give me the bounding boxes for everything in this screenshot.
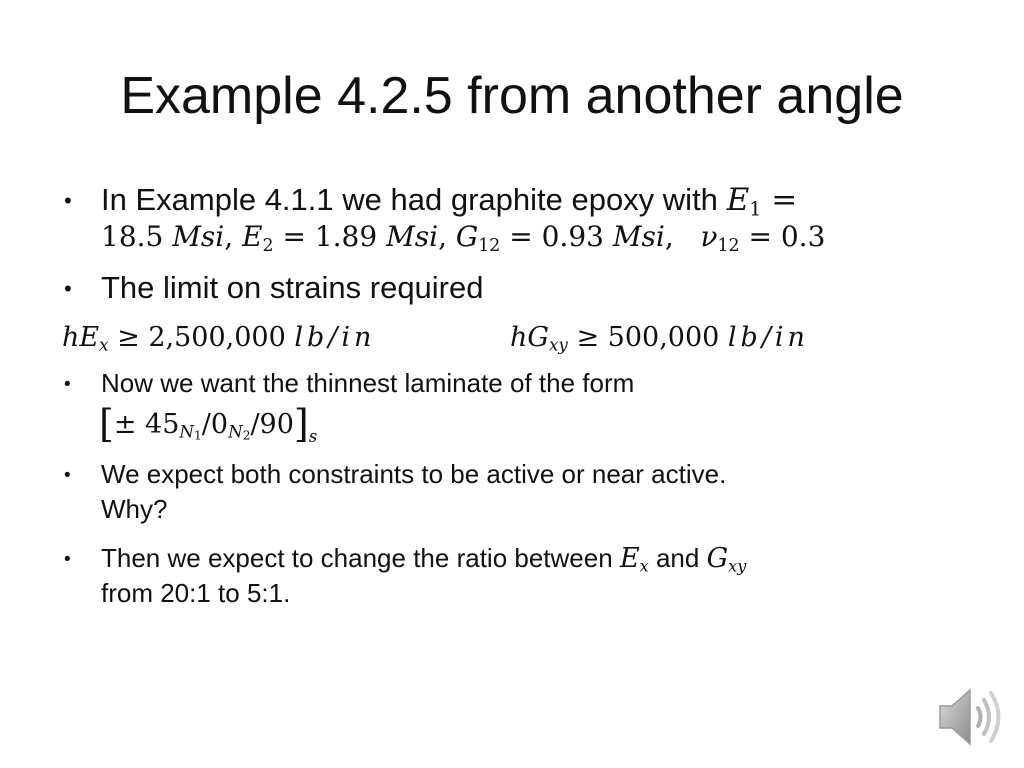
bullet1-line2	[101, 220, 826, 256]
math-Gxy-sub: xy	[728, 556, 747, 576]
constraint-line	[62, 322, 375, 353]
math-comma1: ,	[224, 220, 234, 253]
math-N1-sub: 1	[194, 428, 202, 443]
math-eq3: = 0.93	[500, 220, 613, 253]
math-nu12-sub: 12	[717, 235, 740, 256]
bullet5-line1	[101, 543, 746, 574]
math-N2-sub: 2	[242, 428, 251, 443]
math-N1: N	[179, 421, 195, 442]
bullet4-line1: We expect both constraints to be active or near active.	[101, 459, 727, 489]
math-Gxy: G	[706, 543, 729, 574]
bullet5-and: and	[655, 543, 700, 573]
math-s-sub: s	[308, 426, 318, 447]
math-ge2: ≥ 500,000	[567, 322, 728, 353]
bullet-dot: •	[64, 374, 71, 395]
bullet5-line2: from 20:1 to 5:1.	[101, 578, 291, 608]
math-comma3: ,	[664, 220, 674, 253]
math-slash0: /0	[201, 409, 229, 440]
bullet3-text: Now we want the thinnest laminate of the form	[101, 368, 635, 398]
math-pm45: ± 45	[113, 409, 180, 440]
slide-title: Example 4.2.5 from another angle	[120, 67, 904, 125]
math-unit1: lb/in	[294, 322, 376, 353]
math-G12-sub: 12	[478, 235, 501, 256]
math-hGxy: hG	[510, 322, 549, 353]
speaker-icon[interactable]	[936, 682, 1006, 752]
math-G12: G	[455, 220, 479, 253]
math-v1: 18.5	[101, 220, 164, 253]
math-eq1: =	[761, 182, 798, 218]
math-rbracket: ]	[293, 402, 309, 446]
math-xy-sub: xy	[548, 334, 568, 355]
math-nu12: ν	[700, 220, 718, 253]
math-comma2: ,	[438, 220, 447, 253]
math-E2-sub: 2	[262, 235, 274, 256]
math-N2: N	[228, 421, 243, 442]
bullet-dot: •	[64, 465, 71, 486]
math-E1-sub: 1	[749, 197, 762, 221]
bullet4-line2: Why?	[101, 494, 168, 524]
math-msi1: Msi	[172, 220, 225, 253]
math-E1: E	[726, 182, 750, 218]
bullet1-text: In Example 4.1.1 we had graphite epoxy with	[101, 182, 718, 217]
bullet-dot: •	[64, 549, 71, 570]
math-Ex-sub: x	[639, 556, 649, 576]
math-msi2: Msi	[386, 220, 439, 253]
bullet2-text: The limit on strains required	[101, 270, 484, 305]
math-x-sub: x	[99, 334, 109, 355]
bullet5-pre: Then we expect to change the ratio between	[101, 543, 613, 573]
math-ge1: ≥ 2,500,000	[108, 322, 295, 353]
math-lbracket: [	[99, 402, 114, 446]
bullet-dot: •	[64, 276, 72, 301]
math-unit2: lb/in	[727, 322, 809, 353]
bullet1-line1	[101, 182, 798, 221]
math-msi3: Msi	[612, 220, 665, 253]
math-eq2: = 1.89	[273, 220, 387, 253]
math-E2: E	[242, 220, 263, 253]
math-slash90: /90	[250, 409, 294, 440]
math-hEx: hE	[62, 322, 100, 353]
math-eq4: = 0.3	[739, 220, 826, 253]
bullet-dot: •	[64, 188, 72, 213]
laminate-form	[99, 402, 317, 446]
math-Ex: E	[619, 543, 640, 574]
constraint-line-2	[510, 322, 809, 353]
